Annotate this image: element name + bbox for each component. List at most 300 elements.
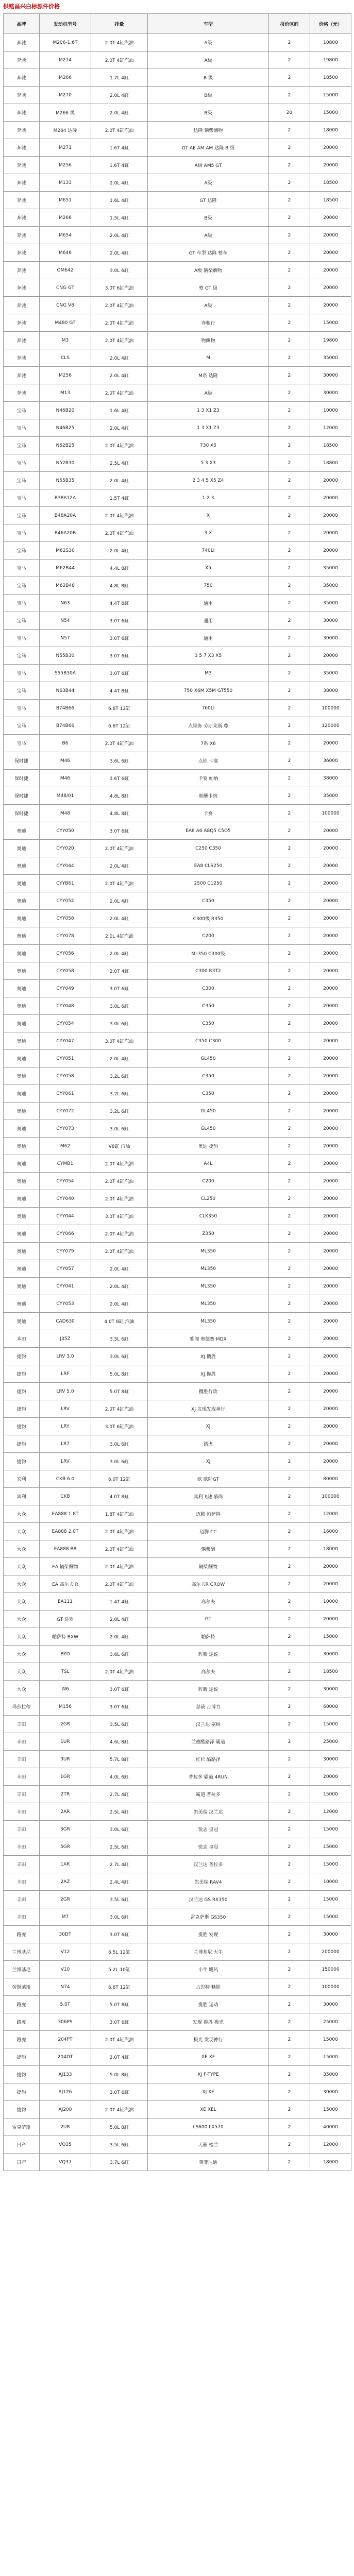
cell-displacement: 2.0L 4缸	[91, 419, 148, 437]
cell-price: 100000	[310, 700, 351, 717]
cell-price: 30000	[310, 2083, 351, 2101]
cell-quote-range: 2	[269, 52, 310, 69]
cell-displacement: 6.0T 12缸	[91, 1470, 148, 1488]
cell-brand: 奔驰	[4, 122, 40, 139]
cell-price: 20000	[310, 910, 351, 927]
cell-brand: 奔驰	[4, 384, 40, 402]
table-row	[4, 1681, 351, 1698]
cell-brand: 大众	[4, 1593, 40, 1611]
cell-vehicle-model: A级	[148, 34, 269, 52]
cell-quote-range: 2	[269, 174, 310, 192]
cell-quote-range: 2	[269, 122, 310, 139]
cell-quote-range: 2	[269, 1032, 310, 1050]
cell-displacement: 3.0T 4缸汽油	[91, 1032, 148, 1050]
cell-brand: 宝马	[4, 665, 40, 682]
cell-brand: 宝马	[4, 454, 40, 472]
cell-price: 20000	[310, 524, 351, 542]
cell-price: 80000	[310, 1470, 351, 1488]
cell-vehicle-model: B级	[148, 87, 269, 104]
cell-price: 20000	[310, 1400, 351, 1418]
cell-price: 30000	[310, 612, 351, 630]
cell-brand: 奥迪	[4, 1015, 40, 1032]
table-row	[4, 1768, 351, 1786]
cell-quote-range: 2	[269, 1891, 310, 1908]
cell-engine-model: CYY044	[40, 857, 91, 875]
cell-quote-range: 2	[269, 560, 310, 577]
cell-quote-range: 2	[269, 1786, 310, 1803]
cell-vehicle-model: GT AE AM AM 达隆 B 级	[148, 139, 269, 157]
cell-quote-range: 2	[269, 1558, 310, 1575]
cell-price: 18000	[310, 1540, 351, 1558]
cell-engine-model: N46B20	[40, 402, 91, 419]
cell-vehicle-model: 兰德酷路泽 霸道	[148, 1733, 269, 1751]
cell-engine-model: 2AR	[40, 1803, 91, 1821]
cell-vehicle-model: C200	[148, 1173, 269, 1190]
cell-quote-range: 2	[269, 1260, 310, 1278]
cell-quote-range: 2	[269, 227, 310, 244]
cell-brand: 捷豹	[4, 1418, 40, 1435]
table-row	[4, 384, 351, 402]
cell-brand: 奥迪	[4, 892, 40, 910]
cell-engine-model: CNG V8	[40, 297, 91, 314]
cell-brand: 丰田	[4, 1873, 40, 1891]
cell-vehicle-model: 卡宴 帕纳	[148, 770, 269, 787]
cell-vehicle-model: GT	[148, 1611, 269, 1628]
cell-engine-model: M48/01	[40, 787, 91, 805]
cell-engine-model: M266 级	[40, 104, 91, 122]
table-row	[4, 1225, 351, 1243]
cell-brand: 大众	[4, 1575, 40, 1593]
table-row	[4, 1523, 351, 1540]
cell-quote-range: 2	[269, 1103, 310, 1120]
table-row	[4, 1821, 351, 1838]
table-row	[4, 297, 351, 314]
cell-quote-range: 2	[269, 1225, 310, 1243]
cell-quote-range: 2	[269, 1908, 310, 1926]
cell-engine-model: CYY051	[40, 1050, 91, 1067]
cell-engine-model: EA 高尔夫 R	[40, 1575, 91, 1593]
cell-engine-model: CYY054	[40, 1015, 91, 1032]
cell-price: 20000	[310, 1348, 351, 1365]
cell-brand: 大众	[4, 1558, 40, 1575]
cell-engine-model: AJ200	[40, 2101, 91, 2119]
table-row	[4, 840, 351, 857]
table-row	[4, 34, 351, 52]
cell-price: 20000	[310, 1575, 351, 1593]
cell-engine-model: B46A20B	[40, 524, 91, 542]
cell-engine-model: EA 辆柴酬物	[40, 1558, 91, 1575]
cell-brand: 雷克萨斯	[4, 2119, 40, 2136]
cell-vehicle-model: 通用	[148, 595, 269, 612]
table-row	[4, 1926, 351, 1943]
cell-price: 20000	[310, 1208, 351, 1225]
cell-brand: 捷豹	[4, 1435, 40, 1453]
table-row	[4, 1365, 351, 1383]
cell-price: 200000	[310, 1943, 351, 1961]
cell-price: 20000	[310, 262, 351, 279]
cell-engine-model: CYY052	[40, 892, 91, 910]
cell-brand: 奔驰	[4, 297, 40, 314]
cell-displacement: 3.0T 6缸	[91, 2083, 148, 2101]
cell-quote-range: 2	[269, 805, 310, 822]
cell-displacement: 5.0L 8缸	[91, 2066, 148, 2083]
cell-engine-model: 204PT	[40, 2031, 91, 2048]
cell-vehicle-model: M系 达隆	[148, 367, 269, 384]
cell-displacement: 3.0T 6缸	[91, 665, 148, 682]
cell-quote-range: 2	[269, 1138, 310, 1155]
cell-brand: 奔驰	[4, 227, 40, 244]
table-row	[4, 1138, 351, 1155]
cell-price: 20000	[310, 962, 351, 980]
table-row	[4, 244, 351, 262]
cell-quote-range: 2	[269, 1208, 310, 1225]
cell-displacement: 4.4T 8缸	[91, 595, 148, 612]
cell-price: 20000	[310, 297, 351, 314]
cell-vehicle-model: 辆柴酬	[148, 1540, 269, 1558]
cell-price: 20000	[310, 244, 351, 262]
cell-brand: 大众	[4, 1611, 40, 1628]
cell-price: 35000	[310, 2066, 351, 2083]
cell-engine-model: CYY058	[40, 910, 91, 927]
cell-quote-range: 2	[269, 2048, 310, 2066]
cell-engine-model: TSL	[40, 1663, 91, 1681]
cell-quote-range: 2	[269, 1365, 310, 1383]
cell-price: 10800	[310, 34, 351, 52]
cell-brand: 奔驰	[4, 262, 40, 279]
cell-engine-model: M62B44	[40, 560, 91, 577]
table-row	[4, 1873, 351, 1891]
cell-displacement: 2.0T 4缸	[91, 962, 148, 980]
cell-brand: 奔驰	[4, 209, 40, 227]
cell-vehicle-model: ML350	[148, 1278, 269, 1295]
cell-price: 20000	[310, 980, 351, 997]
cell-vehicle-model: 辉腾 途锐	[148, 1646, 269, 1663]
cell-brand: 路虎	[4, 2031, 40, 2048]
cell-price: 120000	[310, 717, 351, 735]
cell-engine-model: CYMB1	[40, 1155, 91, 1173]
cell-engine-model: N46B25	[40, 419, 91, 437]
cell-vehicle-model: 达隆 辆柴酬物	[148, 122, 269, 139]
cell-price: 19800	[310, 332, 351, 349]
cell-engine-model: J35Z	[40, 1330, 91, 1348]
cell-quote-range: 2	[269, 1067, 310, 1085]
cell-displacement: 2.0T 4缸汽油	[91, 332, 148, 349]
cell-displacement: 2.0T 4缸汽油	[91, 1243, 148, 1260]
cell-engine-model: M62	[40, 1138, 91, 1155]
cell-quote-range: 2	[269, 1821, 310, 1838]
cell-quote-range: 2	[269, 787, 310, 805]
cell-displacement: 3.0L 6缸	[91, 1348, 148, 1365]
cell-brand: 宝马	[4, 682, 40, 700]
cell-engine-model: M206-1.6T	[40, 34, 91, 52]
cell-quote-range: 2	[269, 437, 310, 454]
cell-engine-model: M46	[40, 770, 91, 787]
cell-vehicle-model: 通用	[148, 630, 269, 647]
cell-engine-model: N52B25	[40, 437, 91, 454]
cell-engine-model: VQ35	[40, 2136, 91, 2154]
cell-vehicle-model: A级 辆柴酬物	[148, 262, 269, 279]
cell-vehicle-model: 红杉 酷路泽	[148, 1751, 269, 1768]
cell-displacement: 2.0L 4缸	[91, 1628, 148, 1646]
cell-displacement: 3.0L 6缸	[91, 262, 148, 279]
table-row	[4, 927, 351, 945]
cell-quote-range: 2	[269, 472, 310, 489]
cell-price: 20000	[310, 227, 351, 244]
cell-displacement: 2.0T 4缸汽油	[91, 840, 148, 857]
cell-engine-model: N54	[40, 612, 91, 630]
cell-engine-model: 306PS	[40, 2013, 91, 2031]
cell-brand: 捷豹	[4, 2066, 40, 2083]
cell-quote-range: 2	[269, 1996, 310, 2013]
cell-displacement: 4.4L 8缸	[91, 560, 148, 577]
cell-brand: 奥迪	[4, 1243, 40, 1260]
cell-vehicle-model: 2500 C1250	[148, 875, 269, 892]
table-row	[4, 1085, 351, 1103]
cell-quote-range: 2	[269, 1330, 310, 1348]
cell-vehicle-model: B 级	[148, 69, 269, 87]
table-row	[4, 1961, 351, 1978]
cell-brand: 奥迪	[4, 962, 40, 980]
cell-quote-range: 2	[269, 1611, 310, 1628]
cell-price: 10000	[310, 402, 351, 419]
cell-quote-range: 2	[269, 1540, 310, 1558]
cell-engine-model: 1AR	[40, 1856, 91, 1873]
cell-quote-range: 2	[269, 139, 310, 157]
table-row	[4, 1716, 351, 1733]
cell-price: 20000	[310, 1435, 351, 1453]
cell-price: 38000	[310, 682, 351, 700]
cell-vehicle-model: 730 X5	[148, 437, 269, 454]
cell-engine-model: CLS	[40, 349, 91, 367]
cell-engine-model: N63	[40, 595, 91, 612]
cell-quote-range: 2	[269, 1278, 310, 1295]
cell-vehicle-model: X5	[148, 560, 269, 577]
cell-engine-model: 2AZ	[40, 1873, 91, 1891]
table-row	[4, 1400, 351, 1418]
table-row	[4, 647, 351, 665]
cell-engine-model: LRV 3.0	[40, 1348, 91, 1365]
cell-quote-range: 2	[269, 542, 310, 560]
cell-brand: 奥迪	[4, 1050, 40, 1067]
cell-engine-model: CYY040	[40, 1190, 91, 1208]
table-row	[4, 577, 351, 595]
table-row	[4, 1067, 351, 1085]
cell-engine-model: N63B44	[40, 682, 91, 700]
cell-displacement: V8缸 汽油	[91, 1138, 148, 1155]
cell-quote-range: 2	[269, 945, 310, 962]
cell-quote-range: 2	[269, 1400, 310, 1418]
cell-price: 12000	[310, 1505, 351, 1523]
cell-vehicle-model: 奔驰行	[148, 314, 269, 332]
cell-quote-range: 2	[269, 1120, 310, 1138]
table-row	[4, 1435, 351, 1453]
cell-displacement: 2.5L 6缸	[91, 1838, 148, 1856]
cell-displacement: 2.5L 4缸	[91, 454, 148, 472]
cell-brand: 奥迪	[4, 1295, 40, 1313]
cell-vehicle-model: GL450	[148, 1050, 269, 1067]
cell-brand: 奥迪	[4, 1138, 40, 1155]
cell-price: 15000	[310, 1838, 351, 1856]
cell-price: 35000	[310, 787, 351, 805]
cell-engine-model: N74	[40, 1978, 91, 1996]
table-row	[4, 192, 351, 209]
cell-vehicle-model: 普拉多 霸道 4RUN	[148, 1768, 269, 1786]
cell-price: 30000	[310, 1996, 351, 2013]
cell-price: 20000	[310, 840, 351, 857]
cell-engine-model: CYY054	[40, 1173, 91, 1190]
cell-engine-model: M7	[40, 1908, 91, 1926]
cell-price: 20000	[310, 857, 351, 875]
cell-engine-model: M266	[40, 69, 91, 87]
cell-brand: 大众	[4, 1646, 40, 1663]
cell-engine-model: 204DT	[40, 2048, 91, 2066]
header-price: 价格（元）	[310, 14, 351, 34]
table-row	[4, 209, 351, 227]
cell-quote-range: 2	[269, 2136, 310, 2154]
table-row	[4, 1786, 351, 1803]
cell-price: 25000	[310, 2013, 351, 2031]
cell-vehicle-model: 攬胜行政	[148, 1383, 269, 1400]
cell-quote-range: 2	[269, 980, 310, 997]
cell-brand: 本田	[4, 1330, 40, 1348]
cell-quote-range: 2	[269, 2066, 310, 2083]
cell-brand: 奥迪	[4, 945, 40, 962]
cell-engine-model: M156	[40, 1698, 91, 1716]
cell-displacement: 3.0T 6缸	[91, 630, 148, 647]
cell-price: 40000	[310, 2119, 351, 2136]
cell-vehicle-model: 高尔夫	[148, 1593, 269, 1611]
cell-displacement: 2.0T 4缸汽油	[91, 1558, 148, 1575]
cell-brand: 宝马	[4, 437, 40, 454]
cell-engine-model: AJ133	[40, 2066, 91, 2083]
cell-displacement: 3.0T 6缸	[91, 1926, 148, 1943]
cell-vehicle-model: A4L	[148, 1155, 269, 1173]
cell-brand: 宝马	[4, 612, 40, 630]
cell-engine-model: VQ37	[40, 2154, 91, 2171]
cell-brand: 奥迪	[4, 1155, 40, 1173]
cell-brand: 丰田	[4, 1856, 40, 1873]
cell-engine-model: CYY020	[40, 840, 91, 857]
table-row	[4, 560, 351, 577]
cell-quote-range: 2	[269, 647, 310, 665]
table-row	[4, 612, 351, 630]
cell-brand: 奔驰	[4, 192, 40, 209]
cell-vehicle-model: 古思特 魅影	[148, 1978, 269, 1996]
cell-price: 30000	[310, 1646, 351, 1663]
cell-engine-model: 2UR	[40, 2119, 91, 2136]
cell-price: 30000	[310, 1751, 351, 1768]
cell-brand: 保时捷	[4, 805, 40, 822]
cell-brand: 丰田	[4, 1838, 40, 1856]
cell-brand: 奥迪	[4, 840, 40, 857]
cell-engine-model: CYY057	[40, 1260, 91, 1278]
cell-displacement: 2.7L 4缸	[91, 1856, 148, 1873]
cell-quote-range: 2	[269, 1926, 310, 1943]
cell-displacement: 3.0T 6缸	[91, 1698, 148, 1716]
cell-engine-model: CYY058	[40, 1067, 91, 1085]
cell-quote-range: 2	[269, 822, 310, 840]
cell-displacement: 4.0T 8缸 汽油	[91, 1313, 148, 1330]
cell-quote-range: 2	[269, 69, 310, 87]
cell-displacement: 1.7L 4缸	[91, 69, 148, 87]
cell-price: 30000	[310, 1926, 351, 1943]
table-row	[4, 1190, 351, 1208]
cell-brand: 丰田	[4, 1803, 40, 1821]
cell-quote-range: 2	[269, 840, 310, 857]
table-row	[4, 279, 351, 297]
cell-price: 20000	[310, 1295, 351, 1313]
cell-brand: 玛莎拉蒂	[4, 1698, 40, 1716]
cell-vehicle-model: 路虎	[148, 1435, 269, 1453]
table-row	[4, 910, 351, 927]
cell-displacement: 3.0T 6缸	[91, 980, 148, 997]
cell-engine-model: M646	[40, 244, 91, 262]
cell-engine-model: CYY078	[40, 927, 91, 945]
cell-displacement: 2.5L 4缸	[91, 1803, 148, 1821]
cell-brand: 日产	[4, 2154, 40, 2171]
cell-brand: 捷豹	[4, 1365, 40, 1383]
cell-engine-model: CYY058	[40, 962, 91, 980]
table-row	[4, 822, 351, 840]
cell-brand: 宝马	[4, 507, 40, 524]
cell-vehicle-model: A级	[148, 297, 269, 314]
cell-engine-model: LRV 5.0	[40, 1383, 91, 1400]
cell-brand: 宝马	[4, 419, 40, 437]
cell-displacement: 2.0T 4缸汽油	[91, 1155, 148, 1173]
cell-engine-model: CYY066	[40, 1225, 91, 1243]
table-row	[4, 139, 351, 157]
cell-quote-range: 2	[269, 1961, 310, 1978]
cell-quote-range: 2	[269, 892, 310, 910]
table-row	[4, 1050, 351, 1067]
cell-engine-model: W6	[40, 1681, 91, 1698]
cell-displacement: 2.0T 4缸汽油	[91, 1400, 148, 1418]
cell-vehicle-model: 欧 欧陆GT	[148, 1470, 269, 1488]
cell-price: 15000	[310, 2048, 351, 2066]
table-row	[4, 1243, 351, 1260]
cell-displacement: 2.7L 4缸	[91, 1786, 148, 1803]
cell-displacement: 6.6T 12缸	[91, 1978, 148, 1996]
table-row	[4, 1698, 351, 1716]
cell-displacement: 3.2L 6缸	[91, 1085, 148, 1103]
cell-displacement: 3.5L 6缸	[91, 1716, 148, 1733]
cell-displacement: 3.0L 6缸	[91, 1015, 148, 1032]
cell-quote-range: 2	[269, 612, 310, 630]
cell-engine-model: 5GR	[40, 1838, 91, 1856]
cell-vehicle-model: 凯美瑞 RAV4	[148, 1873, 269, 1891]
table-row	[4, 174, 351, 192]
cell-brand: 奥迪	[4, 875, 40, 892]
cell-price: 18500	[310, 437, 351, 454]
cell-brand: 奔驰	[4, 244, 40, 262]
cell-price: 20000	[310, 1155, 351, 1173]
table-row	[4, 1260, 351, 1278]
cell-vehicle-model: 750 X6M X5M GT550	[148, 682, 269, 700]
cell-vehicle-model: C350	[148, 1067, 269, 1085]
header-brand: 品牌	[4, 14, 40, 34]
cell-quote-range: 2	[269, 367, 310, 384]
table-row	[4, 262, 351, 279]
cell-vehicle-model: 极光 发现神行	[148, 2031, 269, 2048]
table-row	[4, 122, 351, 139]
cell-engine-model: CYY050	[40, 822, 91, 840]
header-quote-range: 报价区间	[269, 14, 310, 34]
table-row	[4, 454, 351, 472]
cell-price: 20000	[310, 1050, 351, 1067]
cell-quote-range: 2	[269, 717, 310, 735]
cell-price: 35000	[310, 595, 351, 612]
cell-vehicle-model: XJ 攬胜	[148, 1348, 269, 1365]
